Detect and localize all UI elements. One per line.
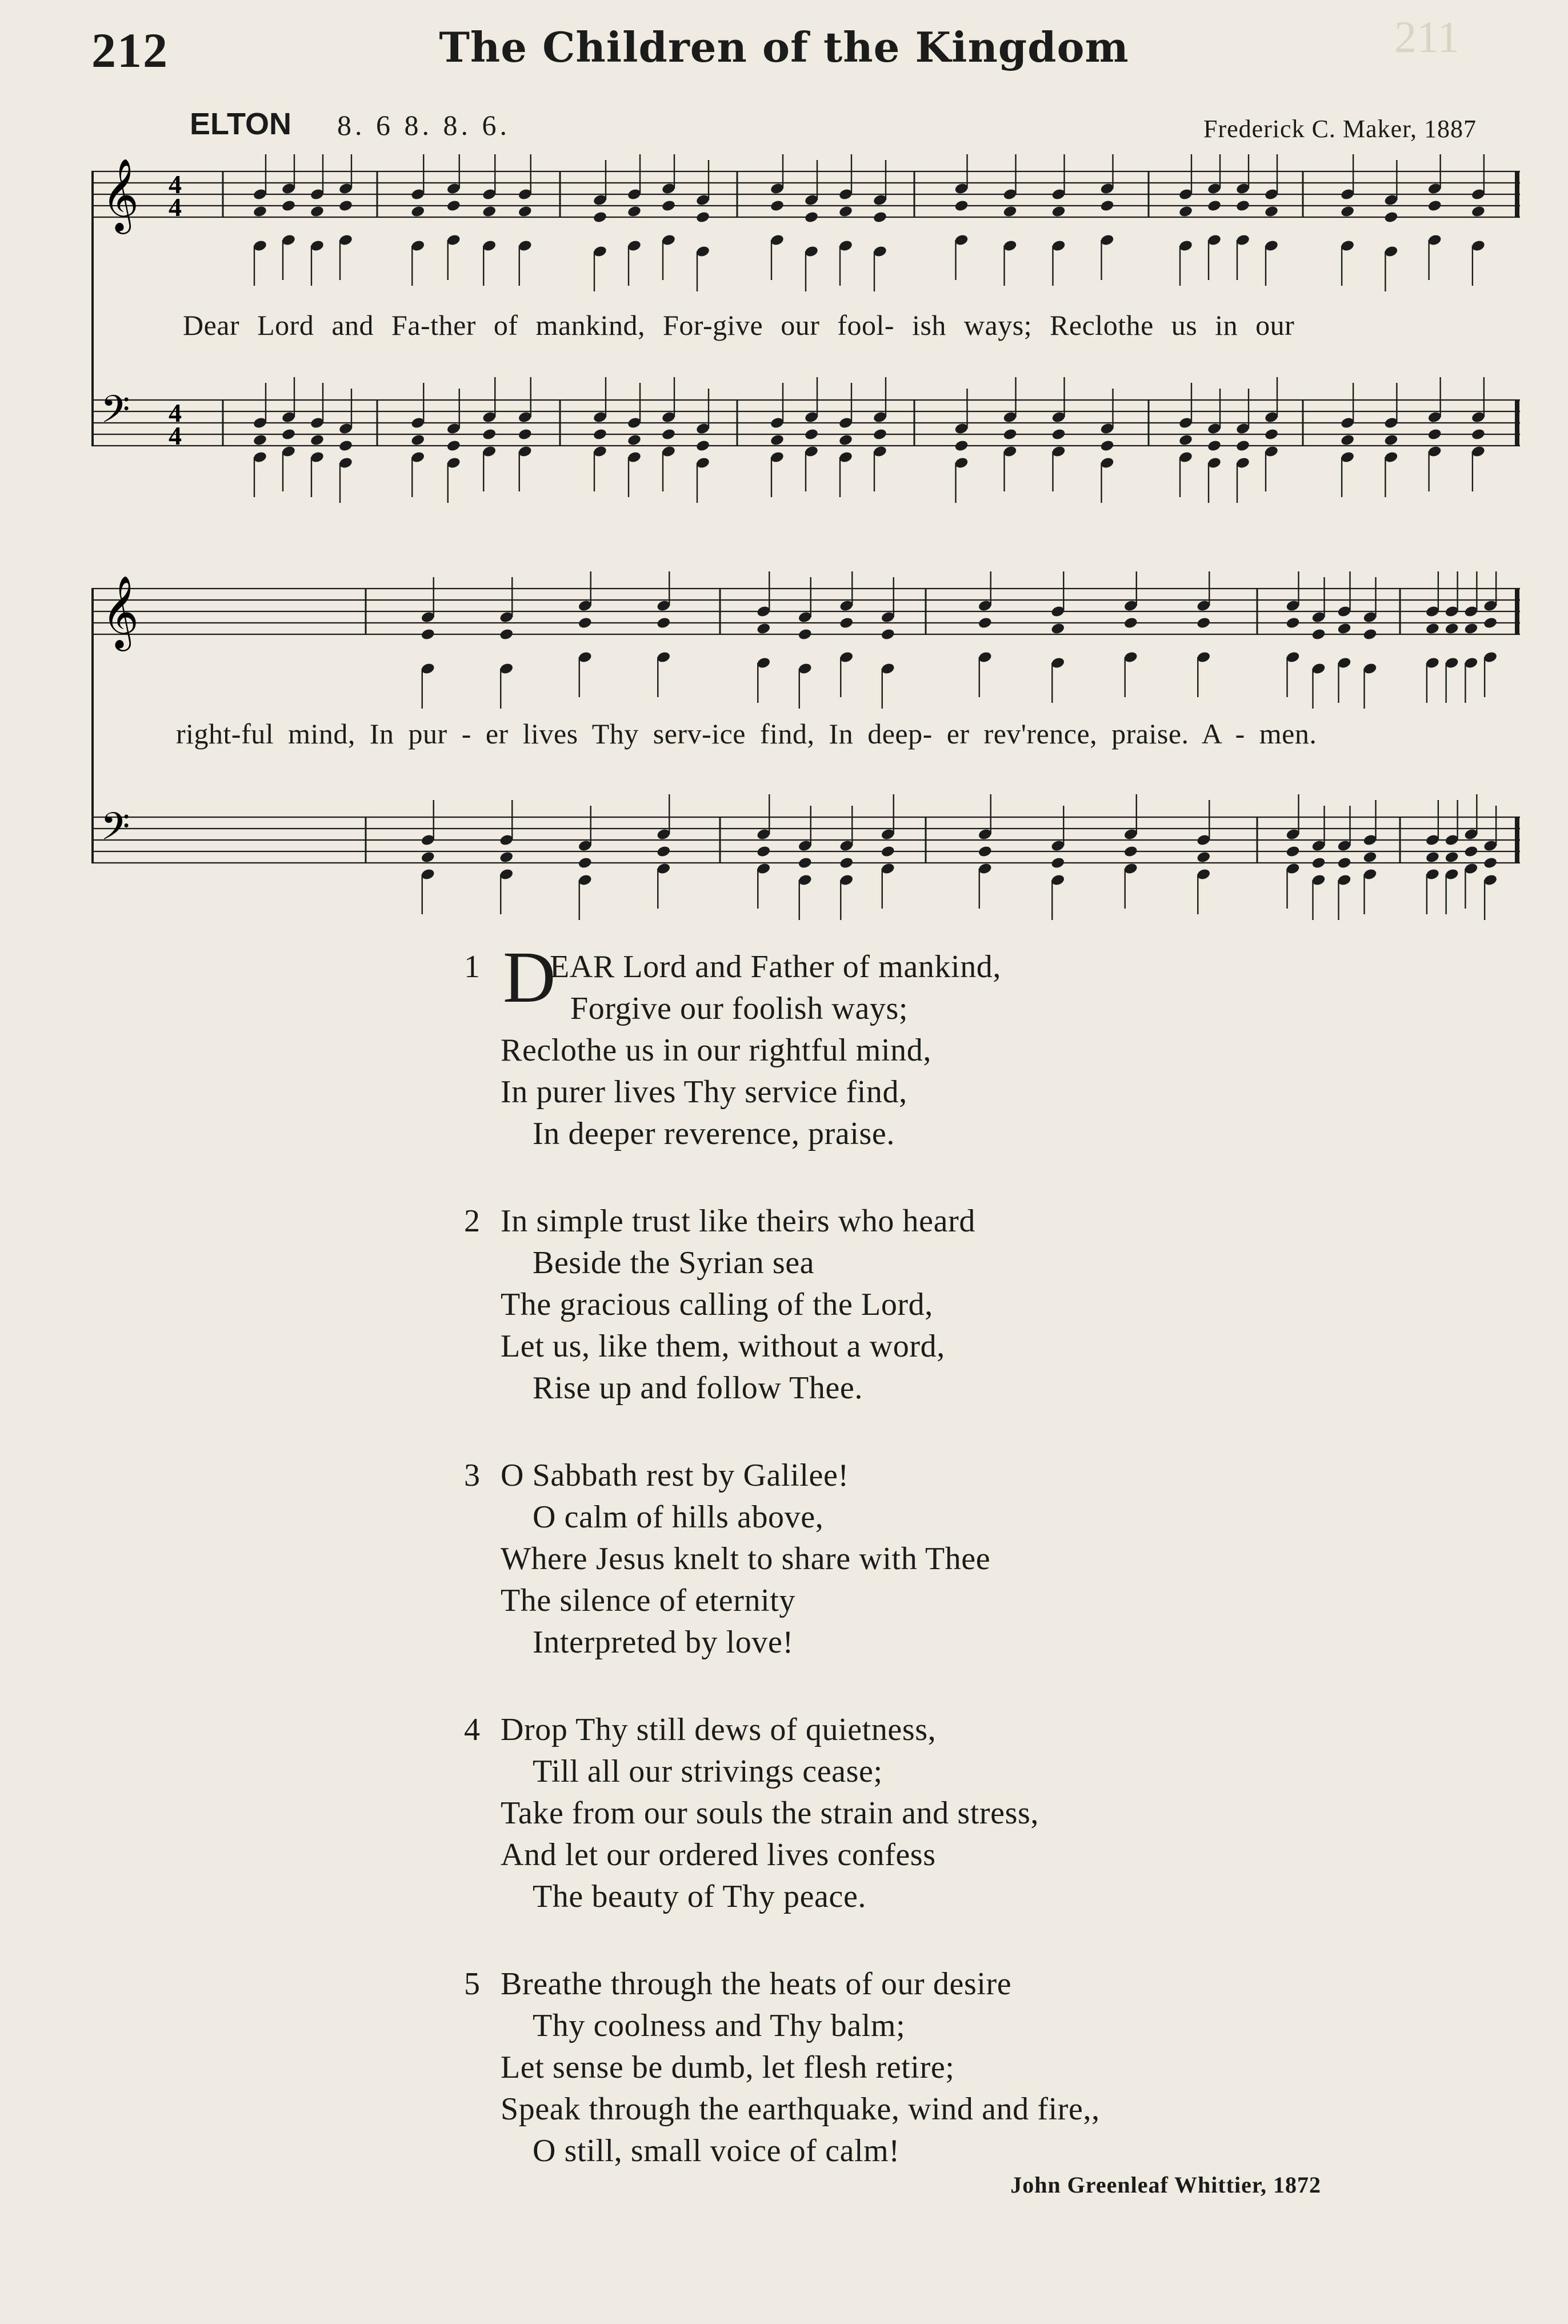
note-head xyxy=(1051,428,1066,441)
note-head xyxy=(253,205,267,218)
note-head xyxy=(695,439,710,453)
note-head xyxy=(661,428,676,441)
verse-line: Thy coolness and Thy balm; xyxy=(533,2008,906,2043)
note-head xyxy=(756,622,771,635)
note-head xyxy=(338,439,353,453)
note-head xyxy=(421,628,435,641)
note-head xyxy=(656,845,671,858)
note-head xyxy=(954,199,969,213)
note-head xyxy=(881,845,895,858)
verse-line: In simple trust like theirs who heard xyxy=(501,1203,975,1239)
verse-line: Let sense be dumb, let flesh retire; xyxy=(501,2050,955,2085)
verse-line: Beside the Syrian sea xyxy=(533,1245,815,1281)
note-head xyxy=(1483,857,1498,870)
note-head xyxy=(756,845,771,858)
note-head xyxy=(978,845,993,858)
time-signature: 4 xyxy=(169,170,182,199)
note-head xyxy=(1362,851,1377,864)
note-head xyxy=(1311,857,1326,870)
note-head xyxy=(770,434,785,447)
note-head xyxy=(656,617,671,630)
note-head xyxy=(1340,205,1355,218)
verse-line: Forgive our foolish ways; xyxy=(570,991,909,1026)
note-head xyxy=(627,205,642,218)
verse-number: 5 xyxy=(464,1966,480,2002)
note-head xyxy=(695,211,710,224)
verse-number: 3 xyxy=(464,1458,480,1493)
verse-line: Take from our souls the strain and stress, xyxy=(501,1795,1039,1831)
note-head xyxy=(410,434,425,447)
note-head xyxy=(661,199,676,213)
verse-number: 2 xyxy=(464,1203,480,1239)
verse-line: Speak through the earthquake, wind and fire,, xyxy=(501,2091,1100,2127)
note-head xyxy=(1123,617,1138,630)
treble-clef-icon: 𝄞 xyxy=(102,158,139,231)
note-head xyxy=(1196,851,1211,864)
verse-line: O calm of hills above, xyxy=(533,1499,824,1535)
note-head xyxy=(1311,628,1326,641)
note-head xyxy=(798,857,813,870)
note-head xyxy=(1002,205,1017,218)
note-head xyxy=(499,628,514,641)
verse-line: Interpreted by love! xyxy=(533,1625,794,1660)
note-head xyxy=(518,205,533,218)
music-system-2 xyxy=(91,571,1520,937)
treble-clef-icon: 𝄞 xyxy=(102,575,139,648)
verse-line: Where Jesus knelt to share with Thee xyxy=(501,1541,991,1577)
note-head xyxy=(482,205,497,218)
note-head xyxy=(446,199,461,213)
note-head xyxy=(1099,439,1114,453)
meter: 8. 6 8. 8. 6. xyxy=(337,109,510,141)
note-head xyxy=(310,205,325,218)
note-head xyxy=(310,434,325,447)
note-head xyxy=(338,199,353,213)
note-head xyxy=(1425,622,1440,635)
note-head xyxy=(1050,622,1065,635)
note-head xyxy=(1123,845,1138,858)
note-head xyxy=(1264,205,1279,218)
verse-line: Till all our strivings cease; xyxy=(533,1754,883,1789)
note-head xyxy=(1264,428,1279,441)
verse-line: And let our ordered lives confess xyxy=(501,1837,936,1873)
note-head xyxy=(804,428,819,441)
verse-line: Breathe through the heats of our desire xyxy=(501,1966,1012,2002)
verse-number: 4 xyxy=(464,1712,480,1747)
note-head xyxy=(1285,617,1300,630)
verse-line: The beauty of Thy peace. xyxy=(533,1879,866,1914)
note-head xyxy=(873,211,887,224)
verse-line: The silence of eternity xyxy=(501,1583,796,1618)
verse-line: O still, small voice of calm! xyxy=(533,2133,900,2169)
drop-cap: D xyxy=(503,937,556,1018)
note-head xyxy=(1383,434,1398,447)
note-head xyxy=(1207,439,1222,453)
note-head xyxy=(1427,428,1442,441)
note-head xyxy=(954,439,969,453)
note-head xyxy=(1285,845,1300,858)
note-head xyxy=(518,428,533,441)
note-head xyxy=(1425,851,1440,864)
time-signature: 4 xyxy=(169,193,182,222)
page-number: 212 xyxy=(91,23,169,78)
note-head xyxy=(1383,211,1398,224)
verse-line: O Sabbath rest by Galilee! xyxy=(501,1458,849,1493)
verse-line: Rise up and follow Thee. xyxy=(533,1370,863,1406)
note-head xyxy=(593,211,607,224)
note-head xyxy=(1235,439,1250,453)
verse-line: Reclothe us in our rightful mind, xyxy=(501,1033,931,1068)
note-head xyxy=(421,851,435,864)
tune-name: ELTON xyxy=(190,107,292,141)
note-head xyxy=(1463,622,1478,635)
lyrics-line-1: Dear Lord and Fa-ther of mankind, For-give our fool- ish ways; Reclothe us in our xyxy=(183,309,1295,341)
note-head xyxy=(281,199,296,213)
note-head xyxy=(881,628,895,641)
note-head xyxy=(1471,205,1486,218)
note-head xyxy=(1445,622,1459,635)
bass-clef-icon: 𝄢 xyxy=(101,387,130,441)
note-head xyxy=(1207,199,1222,213)
verse-line: In purer lives Thy service find, xyxy=(501,1074,907,1110)
time-signature: 4 xyxy=(169,398,182,427)
verse-line: Drop Thy still dews of quietness, xyxy=(501,1712,937,1747)
note-head xyxy=(1337,622,1351,635)
verse-line: EAR Lord and Father of mankind, xyxy=(550,949,1001,985)
note-head xyxy=(1178,434,1193,447)
score-system-2 xyxy=(91,571,1520,937)
verse-line: Let us, like them, without a word, xyxy=(501,1329,945,1364)
note-head xyxy=(410,205,425,218)
author-credit: John Greenleaf Whittier, 1872 xyxy=(1010,2172,1321,2198)
note-head xyxy=(1427,199,1442,213)
lyrics-line-2: right-ful mind, In pur - er lives Thy serv-ice find, In deep- er rev'rence, praise. A - men. xyxy=(176,718,1317,750)
note-head xyxy=(1051,205,1066,218)
time-signature: 4 xyxy=(169,421,182,450)
note-head xyxy=(839,857,854,870)
running-title: The Children of the Kingdom xyxy=(439,23,1129,71)
bleed-through-shadow: 211 xyxy=(1394,12,1460,62)
note-head xyxy=(1483,617,1498,630)
note-head xyxy=(838,434,853,447)
note-head xyxy=(978,617,993,630)
note-head xyxy=(1463,845,1478,858)
verse-line: The gracious calling of the Lord, xyxy=(501,1287,933,1322)
note-head xyxy=(253,434,267,447)
note-head xyxy=(499,851,514,864)
note-head xyxy=(804,211,819,224)
music-system-1 xyxy=(91,154,1520,520)
note-head xyxy=(578,617,593,630)
note-head xyxy=(770,199,785,213)
note-head xyxy=(1002,428,1017,441)
note-head xyxy=(1337,857,1351,870)
bass-clef-icon: 𝄢 xyxy=(101,805,130,858)
note-head xyxy=(1178,205,1193,218)
note-head xyxy=(1340,434,1355,447)
verse-number: 1 xyxy=(464,949,480,985)
note-head xyxy=(482,428,497,441)
note-head xyxy=(578,857,593,870)
note-head xyxy=(593,428,607,441)
verse-line: In deeper reverence, praise. xyxy=(533,1116,895,1151)
note-head xyxy=(873,428,887,441)
note-head xyxy=(1445,851,1459,864)
note-head xyxy=(281,428,296,441)
note-head xyxy=(839,617,854,630)
note-head xyxy=(838,205,853,218)
note-head xyxy=(627,434,642,447)
note-head xyxy=(1235,199,1250,213)
note-head xyxy=(1471,428,1486,441)
composer-credit: Frederick C. Maker, 1887 xyxy=(1203,115,1477,143)
note-head xyxy=(1099,199,1114,213)
note-head xyxy=(446,439,461,453)
note-head xyxy=(1362,628,1377,641)
note-head xyxy=(1196,617,1211,630)
note-head xyxy=(798,628,813,641)
note-head xyxy=(1050,857,1065,870)
